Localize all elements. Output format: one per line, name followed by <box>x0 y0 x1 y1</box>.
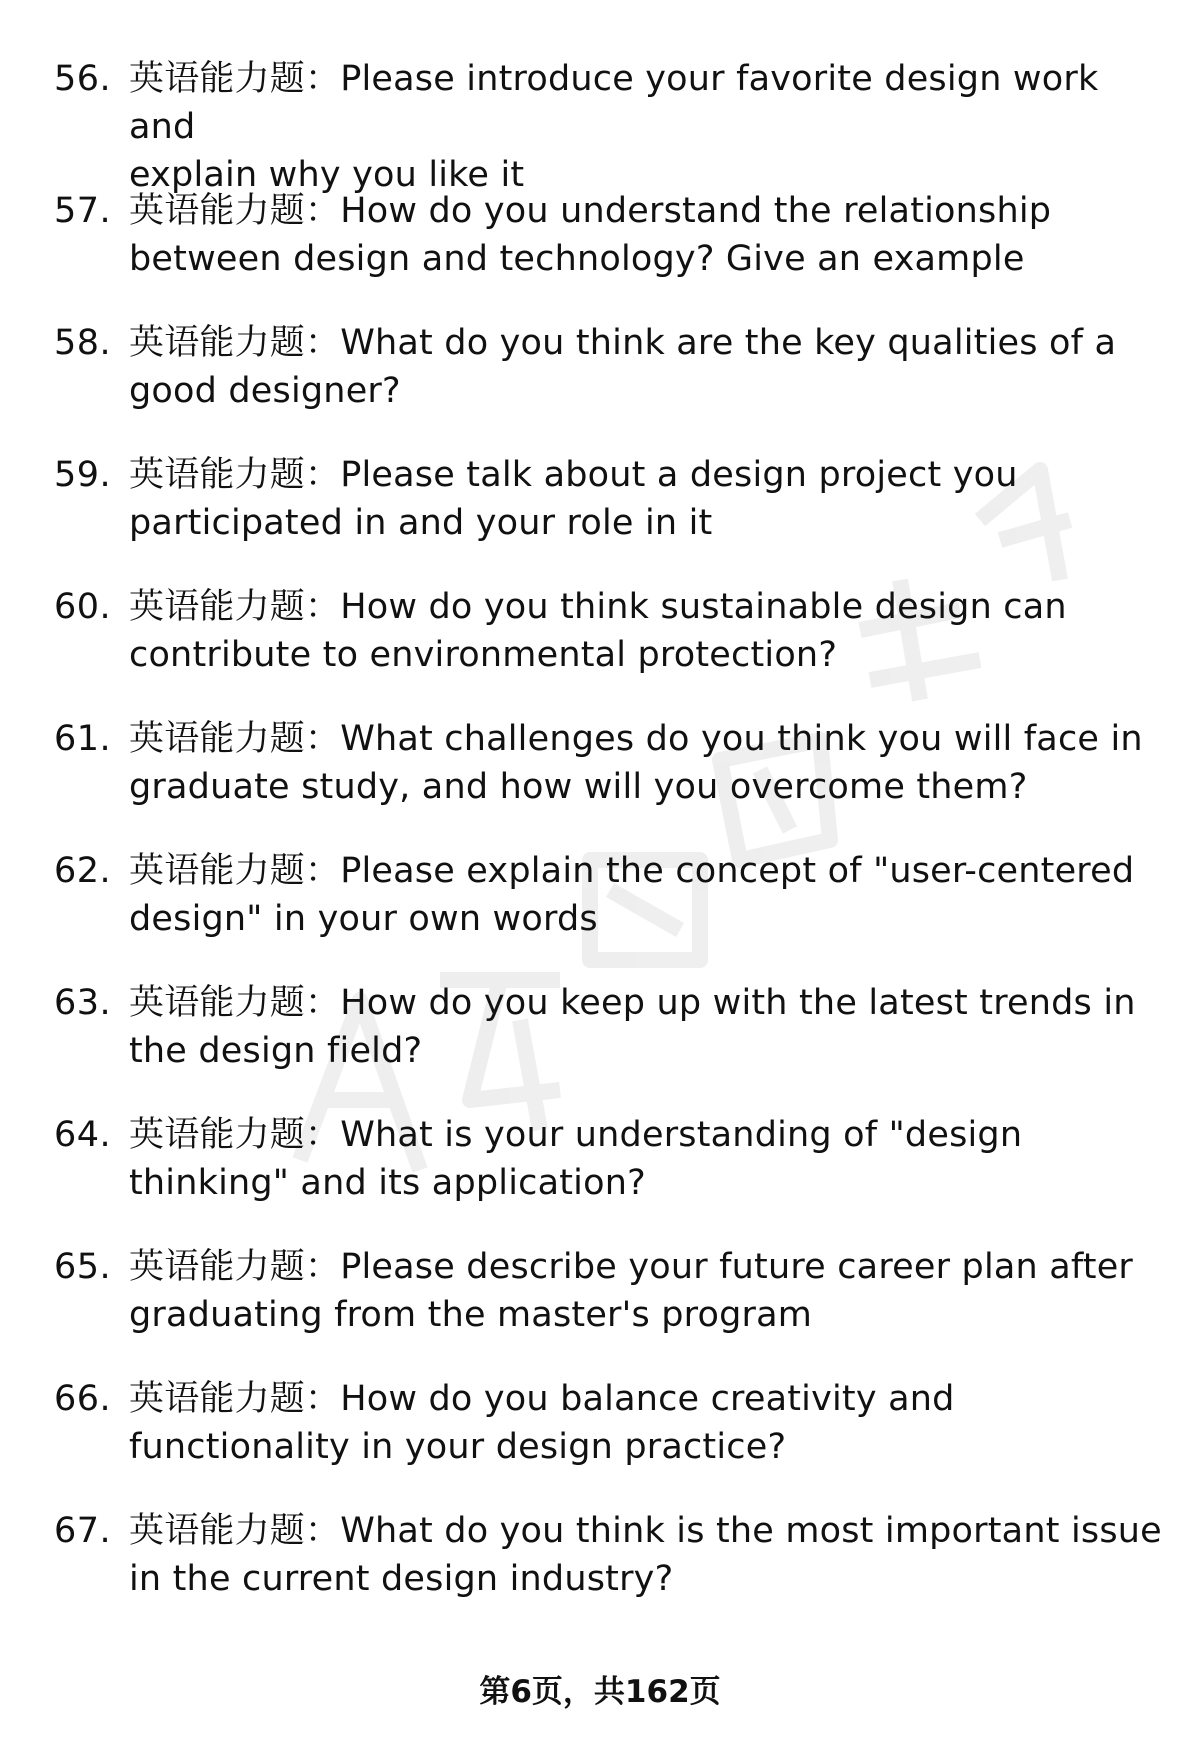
question-number: 62. <box>54 851 112 891</box>
question-list <box>0 55 1200 1639</box>
question-text-line: graduating from the master's program <box>129 1295 813 1335</box>
question-text-line: between design and technology? Give an example <box>129 239 1025 279</box>
question-item <box>0 979 1200 1111</box>
question-text-line: functionality in your design practice? <box>129 1427 787 1467</box>
question-text <box>129 319 1169 415</box>
question-number: 64. <box>54 1115 112 1155</box>
question-text-line: good designer? <box>129 371 401 411</box>
question-text <box>129 583 1169 679</box>
question-item <box>0 1507 1200 1639</box>
question-number: 59. <box>54 455 112 495</box>
question-number: 57. <box>54 191 112 231</box>
question-text <box>129 1375 1169 1471</box>
question-number: 58. <box>54 323 112 363</box>
question-number: 66. <box>54 1379 112 1419</box>
question-item <box>0 1111 1200 1243</box>
question-text-line: 英语能力题：What challenges do you think you will face in <box>129 719 1143 759</box>
question-item <box>0 319 1200 451</box>
question-text <box>129 847 1169 943</box>
question-item <box>0 1243 1200 1375</box>
question-item <box>0 187 1200 319</box>
question-text-line: 英语能力题：How do you balance creativity and <box>129 1379 955 1419</box>
question-text <box>129 451 1169 547</box>
question-item <box>0 451 1200 583</box>
question-text-line: 英语能力题：Please talk about a design project you <box>129 455 1018 495</box>
question-number: 65. <box>54 1247 112 1287</box>
question-text-line: design" in your own words <box>129 899 598 939</box>
question-number: 61. <box>54 719 112 759</box>
question-text-line: participated in and your role in it <box>129 503 713 543</box>
question-text-line: 英语能力题：Please explain the concept of "user-centered <box>129 851 1135 891</box>
question-text-line: 英语能力题：Please introduce your favorite design work and <box>129 59 1099 147</box>
question-text-line: 英语能力题：Please describe your future career plan after <box>129 1247 1134 1287</box>
question-text-line: in the current design industry? <box>129 1559 674 1599</box>
question-text <box>129 1507 1169 1603</box>
question-text-line: thinking" and its application? <box>129 1163 646 1203</box>
question-text <box>129 1111 1169 1207</box>
question-text <box>129 55 1169 199</box>
question-text-line: the design field? <box>129 1031 423 1071</box>
question-text <box>129 979 1169 1075</box>
question-text-line: 英语能力题：How do you understand the relationship <box>129 191 1052 231</box>
question-item <box>0 847 1200 979</box>
question-text-line: 英语能力题：What do you think are the key qualities of a <box>129 323 1117 363</box>
question-text-line: graduate study, and how will you overcome them? <box>129 767 1028 807</box>
question-number: 63. <box>54 983 112 1023</box>
question-item <box>0 715 1200 847</box>
question-text <box>129 1243 1169 1339</box>
question-number: 60. <box>54 587 112 627</box>
question-text-line: 英语能力题：What is your understanding of "design <box>129 1115 1023 1155</box>
question-text <box>129 187 1169 283</box>
question-text <box>129 715 1169 811</box>
question-text-line: 英语能力题：How do you think sustainable design can <box>129 587 1067 627</box>
question-item <box>0 583 1200 715</box>
page-indicator: 第6页，共162页 <box>479 1674 721 1710</box>
question-text-line: 英语能力题：What do you think is the most important issue <box>129 1511 1162 1551</box>
question-number: 67. <box>54 1511 112 1551</box>
question-text-line: contribute to environmental protection? <box>129 635 838 675</box>
question-number: 56. <box>54 59 112 99</box>
question-item <box>0 1375 1200 1507</box>
question-text-line: 英语能力题：How do you keep up with the latest trends in <box>129 983 1136 1023</box>
question-text-line: explain why you like it <box>129 155 525 195</box>
question-item <box>0 55 1200 195</box>
